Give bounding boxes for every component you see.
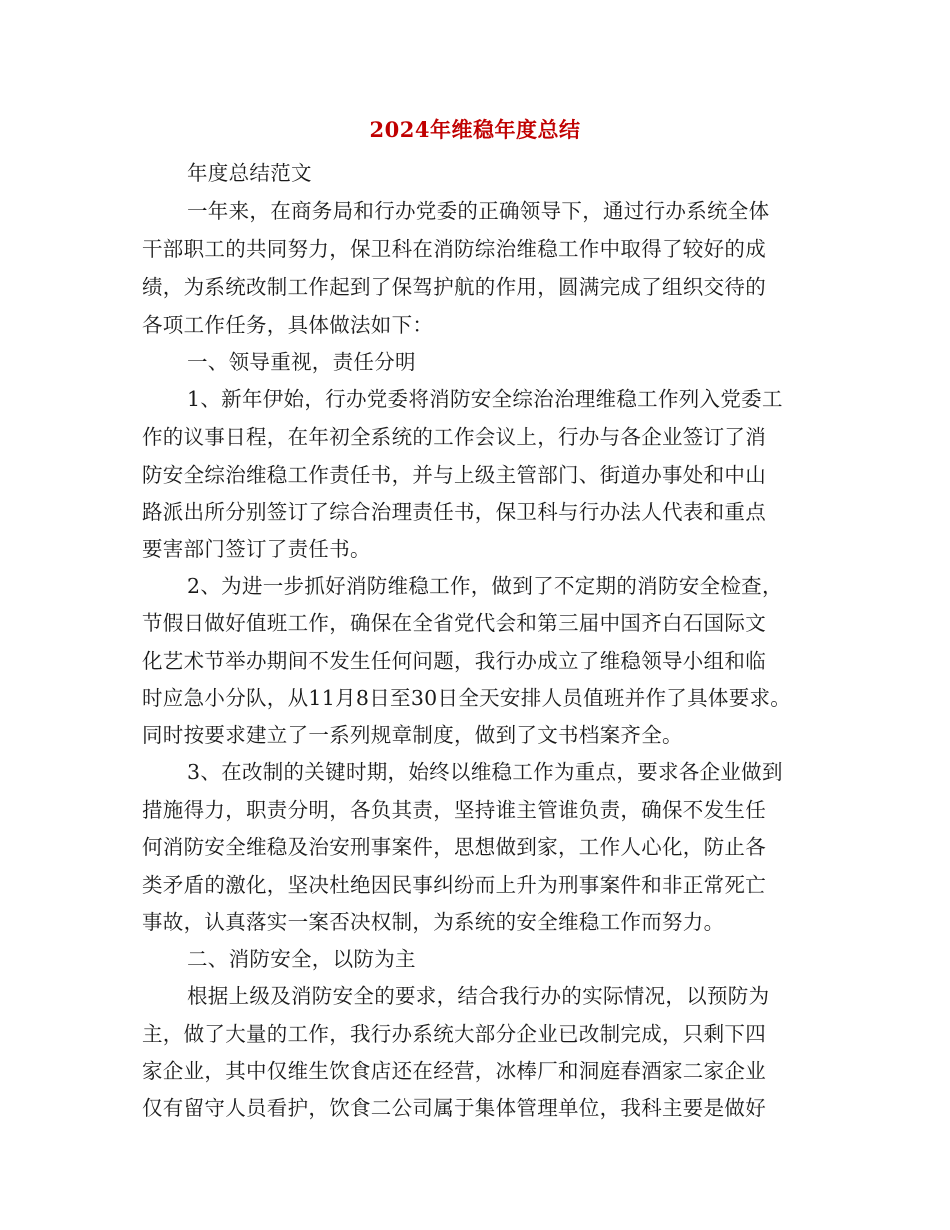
text-line: 化艺术节举办期间不发生任何问题，我行办成立了维稳领导小组和临 (142, 649, 766, 673)
text-line: 路派出所分别签订了综合治理责任书，保卫科与行办法人代表和重点 (142, 500, 766, 524)
text-line: 2、为进一步抓好消防维稳工作，做到了不定期的消防安全检查， (187, 574, 783, 598)
text-line: 一、领导重视，责任分明 (187, 350, 416, 374)
text-line: 何消防安全维稳及治安刑事案件，思想做到家，工作人心化，防止各 (142, 835, 766, 859)
document-title: 2024年维稳年度总结 (369, 117, 581, 142)
text-line: 事故，认真落实一案否决权制，为系统的安全维稳工作而努力。 (142, 910, 725, 934)
text-line: 同时按要求建立了一系列规章制度，做到了文书档案齐全。 (142, 723, 683, 747)
text-line: 一年来，在商务局和行办党委的正确领导下，通过行办系统全体 (187, 199, 770, 223)
text-line: 要害部门签订了责任书。 (142, 537, 371, 561)
text-line: 措施得力，职责分明，各负其责，坚持谁主管谁负责，确保不发生任 (142, 798, 766, 822)
text-line: 作的议事日程，在年初全系统的工作会议上，行办与各企业签订了消 (142, 425, 766, 449)
text-line: 绩，为系统改制工作起到了保驾护航的作用，圆满完成了组织交待的 (142, 275, 766, 299)
text-line: 年度总结范文 (187, 161, 312, 185)
text-line: 节假日做好值班工作，确保在全省党代会和第三届中国齐白石国际文 (142, 611, 766, 635)
text-line: 1、新年伊始，行办党委将消防安全综治治理维稳工作列入党委工 (187, 387, 783, 411)
text-line: 仅有留守人员看护，饮食二公司属于集体管理单位，我科主要是做好 (142, 1096, 766, 1120)
text-line: 类矛盾的激化，坚决杜绝因民事纠纷而上升为刑事案件和非正常死亡 (142, 873, 766, 897)
text-line: 根据上级及消防安全的要求，结合我行办的实际情况，以预防为 (187, 984, 770, 1008)
text-line: 家企业，其中仅维生饮食店还在经营，冰棒厂和洞庭春酒家二家企业 (142, 1059, 766, 1083)
text-line: 时应急小分队，从11月8日至30日全天安排人员值班并作了具体要求。 (142, 686, 792, 710)
text-line: 主，做了大量的工作，我行办系统大部分企业已改制完成，只剩下四 (142, 1022, 766, 1046)
text-line: 二、消防安全，以防为主 (187, 947, 416, 971)
text-line: 3、在改制的关键时期，始终以维稳工作为重点，要求各企业做到 (187, 760, 783, 784)
text-line: 干部职工的共同努力，保卫科在消防综治维稳工作中取得了较好的成 (142, 237, 766, 261)
text-line: 各项工作任务，具体做法如下： (142, 313, 434, 337)
text-line: 防安全综治维稳工作责任书，并与上级主管部门、街道办事处和中山 (142, 463, 766, 487)
